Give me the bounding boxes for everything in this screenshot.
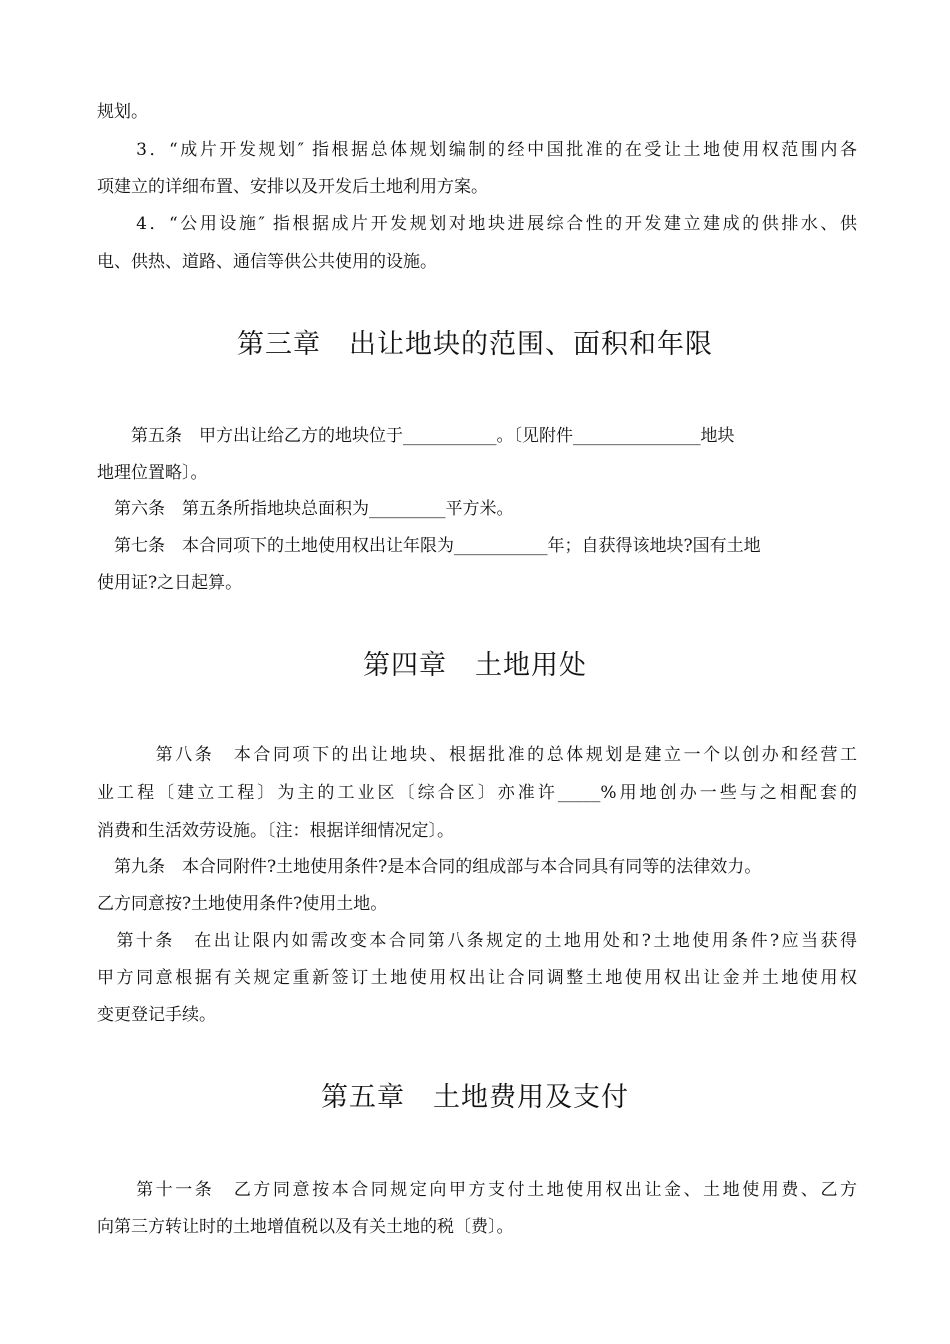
text-line: 第六条 第五条所指地块总面积为_________平方米。 bbox=[97, 499, 514, 519]
text-line: 第七条 本合同项下的土地使用权出让年限为___________年；自获得该地块?国有土地 bbox=[97, 536, 761, 556]
chapter-heading: 第三章 出让地块的范围、面积和年限 bbox=[237, 329, 713, 360]
text-line: 项建立的详细布置、安排以及开发后土地利用方案。 bbox=[97, 177, 488, 197]
text-line: 3．“成片开发规划″ 指根据总体规划编制的经中国批准的在受让土地使用权范围内各 bbox=[97, 140, 857, 160]
text-line: 甲方同意根据有关规定重新签订土地使用权出让合同调整土地使用权出让金并土地使用权 bbox=[97, 968, 857, 988]
text-line: 规划。 bbox=[97, 102, 148, 122]
text-line: 第十一条 乙方同意按本合同规定向甲方支付土地使用权出让金、土地使用费、乙方 bbox=[97, 1180, 857, 1200]
text-line: 第九条 本合同附件?土地使用条件?是本合同的组成部与本合同具有同等的法律效力。 bbox=[97, 857, 762, 877]
text-line: 乙方同意按?土地使用条件?使用土地。 bbox=[97, 894, 388, 914]
text-line: 业工程〔建立工程〕为主的工业区〔综合区〕亦准许_____%用地创办一些与之相配套的 bbox=[97, 783, 857, 803]
text-line: 第五条 甲方出让给乙方的地块位于___________。〔见附件_______________地块 bbox=[97, 426, 735, 446]
text-line: 电、供热、道路、通信等供公共使用的设施。 bbox=[97, 252, 437, 272]
chapter-heading: 第五章 土地费用及支付 bbox=[321, 1082, 629, 1113]
text-line: 变更登记手续。 bbox=[97, 1005, 216, 1025]
text-line: 第八条 本合同项下的出让地块、根据批准的总体规划是建立一个以创办和经营工 bbox=[97, 745, 857, 765]
text-line: 消费和生活效劳设施。〔注：根据详细情况定〕。 bbox=[97, 821, 454, 841]
text-line: 向第三方转让时的土地增值税以及有关土地的税〔费〕。 bbox=[97, 1217, 514, 1237]
text-line: 4．“公用设施″ 指根据成片开发规划对地块进展综合性的开发建立建成的供排水、供 bbox=[97, 214, 857, 234]
chapter-heading: 第四章 土地用处 bbox=[363, 650, 587, 681]
text-line: 地理位置略〕。 bbox=[97, 463, 208, 483]
text-line: 使用证?之日起算。 bbox=[97, 573, 243, 593]
text-line: 第十条 在出让限内如需改变本合同第八条规定的土地用处和?土地使用条件?应当获得 bbox=[97, 931, 857, 951]
